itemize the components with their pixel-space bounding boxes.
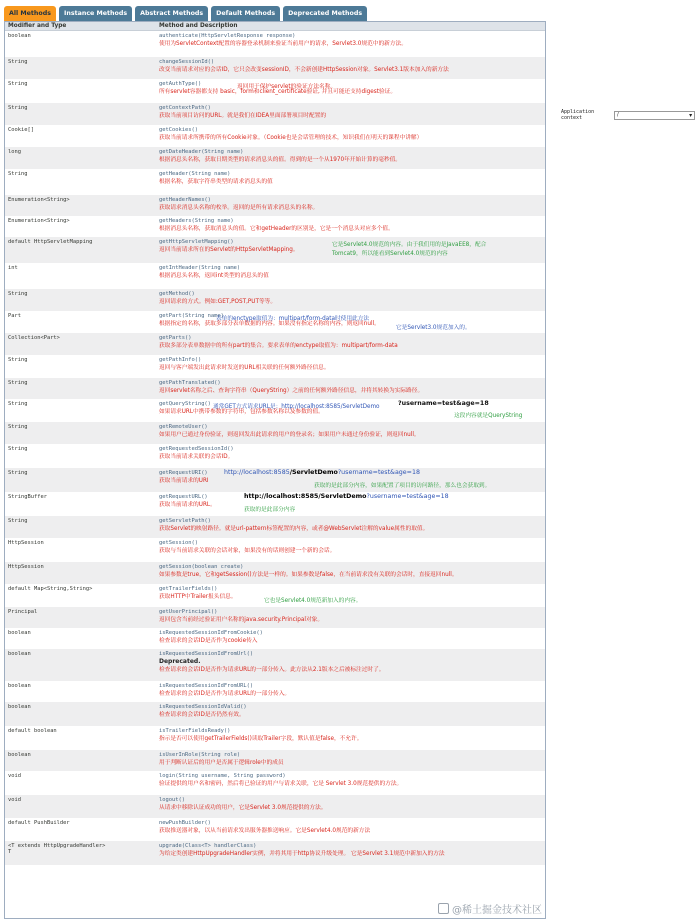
method-signature-link[interactable]: getPathInfo() — [159, 357, 202, 363]
modifier-type-cell — [5, 355, 156, 378]
annotation-note: 通常GET方式请求URL是：http://localhost:8585/ServletDemo — [213, 404, 380, 410]
method-description-cell — [156, 649, 545, 681]
annotation-note: 这段内容就是QueryString — [454, 413, 523, 419]
method-description-cell — [156, 399, 545, 422]
method-description-cell — [156, 355, 545, 378]
modifier-type-cell — [5, 216, 156, 237]
return-type: boolean — [8, 683, 31, 689]
method-signature-link[interactable]: getContextPath() — [159, 105, 211, 111]
return-type: default boolean — [8, 728, 57, 734]
return-type: String — [8, 401, 28, 407]
annotation-note: 表单的enctype取值为：multipart/form-data时使用此方法 — [216, 316, 370, 322]
method-description-cell — [156, 57, 545, 79]
modifier-type-cell — [5, 628, 156, 649]
uri-query: ?username=test&age=18 — [337, 469, 420, 476]
table-row — [5, 237, 545, 263]
method-description-cell — [156, 311, 545, 333]
method-description: 检查请求的会话ID是否作为请求URL的一部分传入。 — [159, 691, 291, 697]
method-description-cell — [156, 444, 545, 468]
modifier-type-cell — [5, 237, 156, 263]
table-row — [5, 125, 545, 147]
method-signature-link[interactable]: getRequestURL() — [159, 494, 208, 500]
annotation-note: Tomcat9，所以能看到Servlet4.0规范的内容 — [332, 251, 448, 257]
modifier-type-cell — [5, 378, 156, 399]
modifier-type-cell — [5, 726, 156, 750]
method-signature-link[interactable]: newPushBuilder() — [159, 820, 211, 826]
method-description: 如果参数是true，它和getSession()方法是一样的。如果参数是false，在当前请求没有关联的会话时，直接返回null。 — [159, 572, 458, 578]
method-description-cell — [156, 818, 545, 841]
annotation-note: 返回用于保护servlet的验证方法名称。 — [237, 84, 337, 90]
url-full: http://localhost:8585/ServletDemo — [244, 493, 367, 500]
annotation-note: 它也是Servlet4.0规范新加入的内容。 — [264, 598, 362, 604]
method-description-cell — [156, 538, 545, 562]
method-signature-link[interactable]: upgrade(Class<T> handlerClass) — [159, 843, 257, 849]
method-signature-link[interactable]: getSession() — [159, 540, 198, 546]
table-row — [5, 57, 545, 79]
table-row — [5, 355, 545, 378]
method-description: 检查请求的会话ID是否仍然有效。 — [159, 712, 245, 718]
method-description-cell — [156, 333, 545, 355]
return-type: boolean — [8, 651, 31, 657]
method-description-cell — [156, 628, 545, 649]
method-description: 返回与客户端发出此请求时发送的URL相关联的任何额外路径信息。 — [159, 365, 330, 371]
method-description: 所有servlet容器都支持 basic，form和client_certificate验证, 并且可能还支持digest验证。 — [159, 89, 397, 95]
table-row — [5, 311, 545, 333]
return-type: default Map<String,String> — [8, 586, 93, 592]
method-description-cell — [156, 492, 545, 516]
table-row — [5, 263, 545, 289]
method-signature-link[interactable]: isRequestedSessionIdValid() — [159, 704, 247, 710]
return-type: int — [8, 265, 18, 271]
modifier-type-cell — [5, 31, 156, 57]
table-row — [5, 649, 545, 681]
method-description-cell — [156, 79, 545, 103]
return-type: String — [8, 470, 28, 476]
modifier-type-cell — [5, 492, 156, 516]
table-header — [5, 22, 545, 31]
method-signature-link[interactable]: getSession(boolean create) — [159, 564, 244, 570]
return-type: Collection<Part> — [8, 335, 60, 341]
return-type: String — [8, 291, 28, 297]
return-type: boolean — [8, 630, 31, 636]
method-signature-link[interactable]: logout() — [159, 797, 185, 803]
method-description-cell — [156, 378, 545, 399]
table-row — [5, 841, 545, 865]
annotation-note: 它是Servlet3.0规范加入的。 — [396, 325, 471, 331]
annotation-note: 它是Servlet4.0规范的内容。由于我们用的是JavaEE8，配合 — [332, 242, 487, 248]
return-type: default HttpServletMapping — [8, 239, 93, 245]
method-description: 获取当前项目访问的URL。就是我们在IDEA里面部署项目时配置的 — [159, 113, 327, 119]
modifier-type-cell — [5, 562, 156, 584]
annotation-note: ?username=test&age=18 — [398, 400, 489, 407]
return-type: Enumeration<String> — [8, 197, 70, 203]
return-type: boolean — [8, 33, 31, 39]
url-example — [244, 493, 449, 500]
uri-example — [224, 469, 420, 476]
return-type: String — [8, 59, 28, 65]
table-row — [5, 444, 545, 468]
table-row — [5, 750, 545, 771]
return-type: void — [8, 773, 21, 779]
method-description-cell — [156, 169, 545, 195]
method-description: 获取HTTP中Trailer报头信息。 — [159, 594, 237, 600]
modifier-type-cell — [5, 818, 156, 841]
method-signature-link[interactable]: getDateHeader(String name) — [159, 149, 244, 155]
method-signature-link[interactable]: getServletPath() — [159, 518, 211, 524]
method-description: 用于判断认证后的用户是否属于逻辑role中的成员 — [159, 760, 284, 766]
method-description: 从请求中移除认证成功的用户，它是Servlet 3.0规范提供的方法。 — [159, 805, 327, 811]
return-type: String — [8, 446, 28, 452]
method-description: 根据指定的名称，获取多部分表单数据的内容。如果没有指定名称的内容，则返回null。 — [159, 321, 380, 327]
modifier-type-cell — [5, 771, 156, 795]
return-type: long — [8, 149, 21, 155]
table-row — [5, 169, 545, 195]
return-type: HttpSession — [8, 564, 44, 570]
tab-deprecated-methods[interactable]: Deprecated Methods — [283, 6, 367, 21]
method-summary-table — [4, 21, 619, 919]
uri-annotation: 获取的是此部分内容，如果配置了项目的访问路径，那么也会获取到。 — [314, 483, 491, 489]
modifier-type-cell — [5, 399, 156, 422]
method-signature-link[interactable]: login(String username, String password) — [159, 773, 286, 779]
modifier-type-cell — [5, 422, 156, 444]
return-type: String — [8, 171, 28, 177]
modifier-type-cell — [5, 649, 156, 681]
table-row — [5, 79, 545, 103]
modifier-type-cell — [5, 681, 156, 702]
table-row — [5, 492, 545, 516]
method-description: 返回请求的方式。例如:GET,POST,PUT等等。 — [159, 299, 277, 305]
method-description-cell — [156, 147, 545, 169]
method-description: 获取与当前请求关联的会话对象，如果没有的话则创建一个新的会话。 — [159, 548, 336, 554]
modifier-type-cell — [5, 57, 156, 79]
method-description-cell — [156, 750, 545, 771]
modifier-type-cell — [5, 750, 156, 771]
table-row — [5, 399, 545, 422]
method-description: 返回当前请求所在的Servlet的HttpServletMapping。 — [159, 247, 299, 253]
modifier-type-cell — [5, 841, 156, 865]
modifier-type-cell — [5, 333, 156, 355]
return-type: String — [8, 380, 28, 386]
method-signature-link[interactable]: getUserPrincipal() — [159, 609, 218, 615]
method-tabs — [4, 6, 367, 21]
method-description: 如果用户已通过身份验证，则返回发出此请求的用户的登录名；如果用户未通过身份验证，则返回null。 — [159, 432, 420, 438]
return-type: <T extends HttpUpgradeHandler> — [8, 843, 106, 849]
return-type: boolean — [8, 752, 31, 758]
table-row — [5, 562, 545, 584]
method-description-cell — [156, 607, 545, 628]
method-signature-link[interactable]: getRequestedSessionId() — [159, 446, 234, 452]
method-signature-link[interactable]: isTrailerFieldsReady() — [159, 728, 231, 734]
return-type-generic: T — [8, 849, 12, 855]
table-row — [5, 818, 545, 841]
method-description-cell — [156, 468, 545, 492]
method-description-cell — [156, 422, 545, 444]
method-signature-link[interactable]: getPathTranslated() — [159, 380, 221, 386]
method-description: 验证提供的用户名和密码，然后将已验证的用户与请求关联，它是 Servlet 3.0规范提供的方法。 — [159, 781, 403, 787]
method-description: 检查请求的会话ID是否作为请求URL的一部分传入。此方法从2.1版本之后被标注过时了。 — [159, 667, 385, 673]
return-type: default PushBuilder — [8, 820, 70, 826]
method-description-cell — [156, 702, 545, 726]
table-row — [5, 31, 545, 57]
modifier-type-cell — [5, 103, 156, 125]
method-description-cell — [156, 125, 545, 147]
col-modifier-type: Modifier and Type — [8, 23, 67, 29]
method-signature-link[interactable]: getRemoteUser() — [159, 424, 208, 430]
method-description: 获取当前请求关联的会话ID。 — [159, 454, 234, 460]
modifier-type-cell — [5, 311, 156, 333]
tab-default-methods[interactable]: Default Methods — [211, 6, 280, 21]
method-description-cell — [156, 289, 545, 311]
uri-host: http://localhost:8585 — [224, 469, 290, 476]
table-row — [5, 795, 545, 818]
return-type: boolean — [8, 704, 31, 710]
table-row — [5, 422, 545, 444]
method-description-cell — [156, 795, 545, 818]
method-description: 根据名称，获取字符串类型的请求消息头的值 — [159, 179, 273, 185]
method-description: 获取当前请求的URL。 — [159, 502, 216, 508]
uri-path: /ServletDemo — [289, 469, 338, 476]
table-row — [5, 726, 545, 750]
method-description: 获取当前请求的URI — [159, 478, 209, 484]
application-context-field — [561, 109, 695, 121]
method-description: 返回包含当前经过验证用户名称的java.security.Principal对象。 — [159, 617, 324, 623]
return-type: String — [8, 81, 28, 87]
return-type: StringBuffer — [8, 494, 47, 500]
method-description-cell — [156, 516, 545, 538]
return-type: Cookie[] — [8, 127, 34, 133]
table-row — [5, 607, 545, 628]
table-row — [5, 516, 545, 538]
method-signature-link[interactable]: isRequestedSessionIdFromUrl() — [159, 651, 254, 657]
method-signature-link[interactable]: isRequestedSessionIdFromURL() — [159, 683, 254, 689]
table-body — [5, 31, 619, 865]
method-description: 获取请求消息头名称的枚举。返回的是所有请求消息头的名称。 — [159, 205, 319, 211]
method-description-cell — [156, 103, 619, 125]
return-type: String — [8, 424, 28, 430]
modifier-type-cell — [5, 702, 156, 726]
method-description: 改变当前请求对应的会话ID，它只会改变sessionID，不会新创建HttpSession对象。Servlet3.1版本加入的新方法 — [159, 67, 449, 73]
modifier-type-cell — [5, 795, 156, 818]
method-description: 如果请求URL中携带参数的字符串，包括参数名称以及参数的值。 — [159, 409, 324, 415]
modifier-type-cell — [5, 147, 156, 169]
method-description-cell — [156, 726, 545, 750]
return-type: String — [8, 357, 28, 363]
table-row — [5, 681, 545, 702]
modifier-type-cell — [5, 444, 156, 468]
method-signature-link[interactable]: getCookies() — [159, 127, 198, 133]
method-description-cell — [156, 584, 545, 607]
method-description-cell — [156, 562, 545, 584]
return-type: Principal — [8, 609, 38, 615]
tab-all-methods[interactable]: All Methods — [4, 6, 56, 21]
watermark — [438, 901, 542, 916]
method-description-cell — [156, 216, 545, 237]
modifier-type-cell — [5, 516, 156, 538]
method-description: 获取Servlet的映射路径。就是url-pattern标签配置的内容，或者@WebServlet注解的value属性的取值。 — [159, 526, 429, 532]
method-description: 根据消息头名称，返回int类型的消息头的值 — [159, 273, 269, 279]
method-description-cell — [156, 681, 545, 702]
modifier-type-cell — [5, 538, 156, 562]
table-row — [5, 216, 545, 237]
method-description: 根据消息头名称，获取消息头的值。它和getHeader的区别是，它是一个消息头对应多个值。 — [159, 226, 394, 232]
method-signature-link[interactable]: isRequestedSessionIdFromCookie() — [159, 630, 263, 636]
method-description-cell — [156, 31, 545, 57]
method-signature-link[interactable]: getHeaders(String name) — [159, 218, 234, 224]
method-signature-link[interactable]: getTrailerFields() — [159, 586, 218, 592]
return-type: Enumeration<String> — [8, 218, 70, 224]
method-signature-link[interactable]: getHeader(String name) — [159, 171, 231, 177]
modifier-type-cell — [5, 125, 156, 147]
modifier-type-cell — [5, 195, 156, 216]
method-description: 为给定类创建HttpUpgradeHandler实例，并将其用于http协议升级处理。 它是Servlet 3.1规范中新加入的方法 — [159, 851, 445, 857]
modifier-type-cell — [5, 584, 156, 607]
return-type: Part — [8, 313, 21, 319]
method-description-cell — [156, 237, 545, 263]
modifier-type-cell — [5, 607, 156, 628]
table-row — [5, 333, 545, 355]
modifier-type-cell — [5, 79, 156, 103]
method-description-cell — [156, 841, 545, 865]
method-description: 使用为ServletContext配置的容器登录机制来验证当前用户的请求，Servlet3.0规范中的新方法。 — [159, 41, 407, 47]
table-row — [5, 628, 545, 649]
modifier-type-cell — [5, 289, 156, 311]
return-type: void — [8, 797, 21, 803]
method-description-cell — [156, 771, 545, 795]
watermark-text: @稀土掘金技术社区 — [452, 905, 542, 916]
return-type: String — [8, 105, 28, 111]
method-description: 获取当前请求所携带的所有Cookie对象。（Cookie也是会话管理的技术，知识我们在明天的课程中讲解） — [159, 135, 423, 141]
modifier-type-cell — [5, 468, 156, 492]
table-row — [5, 468, 545, 492]
method-signature-link[interactable]: authenticate(HttpServletResponse response) — [159, 33, 296, 39]
col-method-description: Method and Description — [159, 23, 238, 29]
method-signature-link[interactable]: getHttpServletMapping() — [159, 239, 234, 245]
modifier-type-cell — [5, 263, 156, 289]
table-row — [5, 538, 545, 562]
table-row — [5, 195, 545, 216]
url-annotation: 获取的是此部分内容 — [244, 507, 296, 513]
modifier-type-cell — [5, 169, 156, 195]
tab-instance-methods[interactable]: Instance Methods — [59, 6, 132, 21]
method-description: 指示是否可以使用getTrailerFields()读取Trailer字段，默认值是false，不允许。 — [159, 736, 363, 742]
deprecated-label: Deprecated. — [159, 658, 201, 665]
method-signature-link[interactable]: getPart(String name) — [159, 313, 224, 319]
juejin-logo-icon — [438, 903, 449, 914]
method-signature-link[interactable]: getQueryString() — [159, 401, 211, 407]
table-row — [5, 147, 545, 169]
table-row — [5, 584, 545, 607]
method-description: 获取多部分表单数据中的所有part的集合。要求表单的enctype取值为：multipart/form-data — [159, 343, 398, 349]
method-description-cell — [156, 195, 545, 216]
method-description: 获取推送器对象，以从当前请求发出服务器推送响应。它是Servlet4.0规范的新方法 — [159, 828, 371, 834]
method-description-cell — [156, 263, 545, 289]
tab-abstract-methods[interactable]: Abstract Methods — [135, 6, 208, 21]
method-signature-link[interactable]: isUserInRole(String role) — [159, 752, 241, 758]
table-row — [5, 702, 545, 726]
method-signature-link[interactable]: getIntHeader(String name) — [159, 265, 241, 271]
table-row — [5, 378, 545, 399]
url-query: ?username=test&age=18 — [366, 493, 449, 500]
method-signature-link[interactable]: getMethod() — [159, 291, 195, 297]
return-type: HttpSession — [8, 540, 44, 546]
method-description: 检查请求的会话ID是否作为cookie传入 — [159, 638, 258, 644]
method-signature-link[interactable]: getParts() — [159, 335, 192, 341]
table-row — [5, 289, 545, 311]
method-signature-link[interactable]: getRequestURI() — [159, 470, 208, 476]
method-signature-link[interactable]: changeSessionId() — [159, 59, 215, 65]
method-signature-link[interactable]: getAuthType() — [159, 81, 202, 87]
application-context-label: Application context — [561, 109, 595, 121]
return-type: String — [8, 518, 28, 524]
method-signature-link[interactable]: getHeaderNames() — [159, 197, 211, 203]
application-context-select[interactable]: / ▾ — [614, 111, 695, 120]
method-description: 根据消息头名称，获取日期类型的请求消息头的值。得到的是一个从1970年开始计算的毫秒值。 — [159, 157, 401, 163]
table-row — [5, 771, 545, 795]
table-row — [5, 103, 619, 125]
method-description: 返回servlet名称之后、查询字符串（QueryString）之前的任何额外路径信息，并将其转换为实际路径。 — [159, 388, 424, 394]
